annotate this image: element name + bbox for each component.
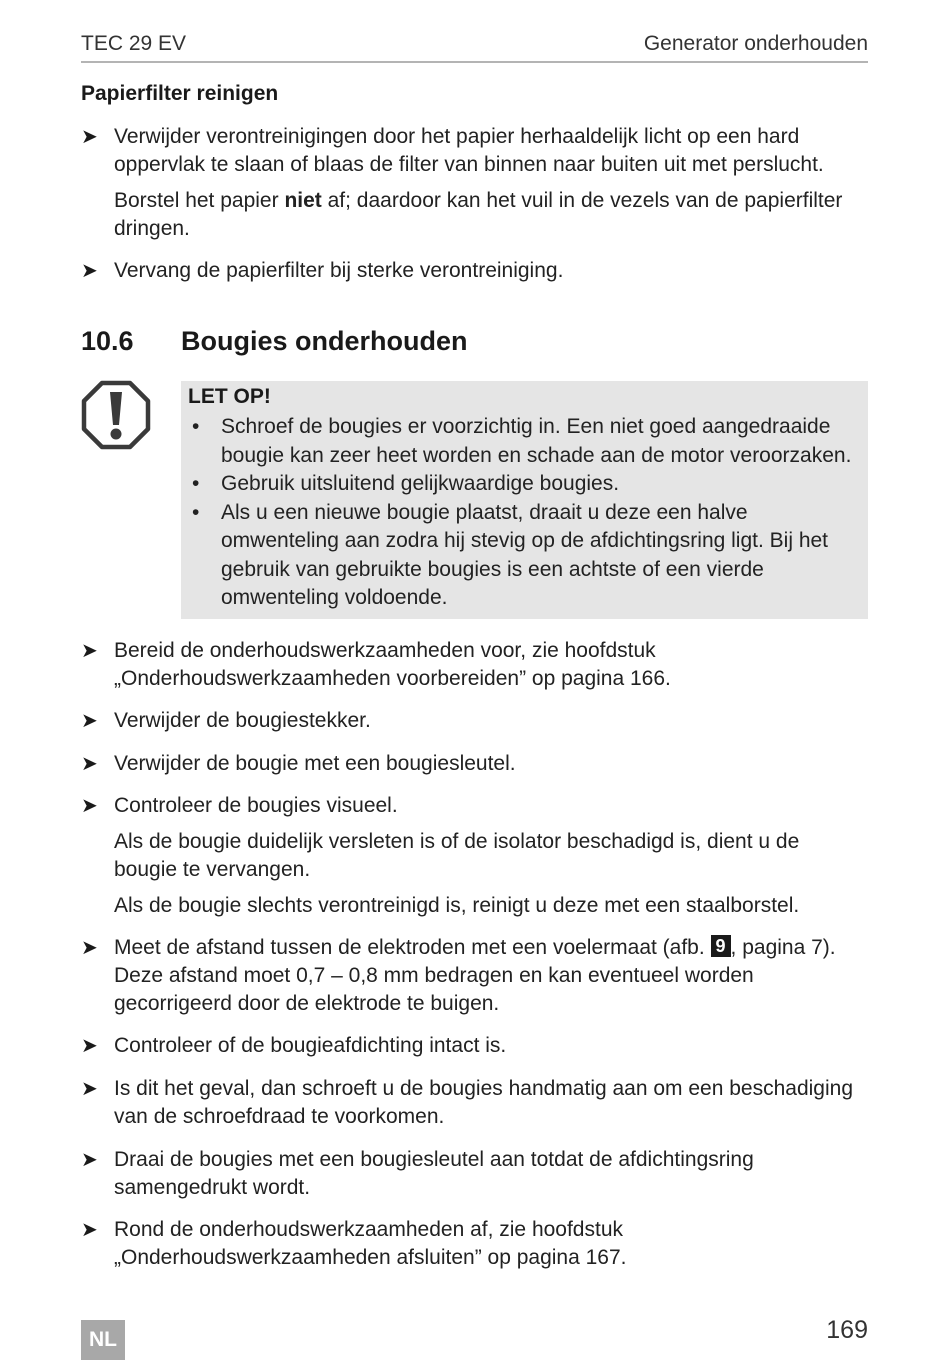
- subheading-paper-filter: Papierfilter reinigen: [81, 82, 279, 105]
- arrow-bullet-icon: ➤: [81, 710, 98, 732]
- arrow-bullet-icon: ➤: [81, 1078, 98, 1100]
- arrow-bullet-icon: ➤: [81, 640, 98, 662]
- arrow-bullet-icon: ➤: [81, 1219, 98, 1241]
- arrow-bullet-icon: ➤: [81, 937, 98, 959]
- arrow-bullet-icon: ➤: [81, 795, 98, 817]
- step-6: [81, 1032, 868, 1060]
- step-8: [81, 1146, 868, 1202]
- page-header: [81, 30, 868, 63]
- step-4-note-2: Als de bougie slechts verontreinigd is, reinigt u deze met een staalborstel.: [114, 894, 800, 917]
- exclamation-octagon-icon: [81, 380, 151, 450]
- emphasis-niet: niet: [284, 189, 322, 212]
- warning-list: [188, 413, 863, 613]
- note-paragraph: Borstel het papier niet af; daardoor kan het vuil in de vezels van de papierfilter dringen.: [114, 189, 843, 240]
- warning-item: • Gebruik uitsluitend gelijkwaardige bougies.: [192, 472, 620, 495]
- step-7: [81, 1075, 868, 1131]
- arrow-bullet-icon: ➤: [81, 1149, 98, 1171]
- step-paper-filter-1: [81, 123, 868, 179]
- arrow-bullet-icon: ➤: [81, 126, 98, 148]
- step-text: Is dit het geval, dan schroeft u de bougies handmatig aan om een beschadiging van de schroefdraad te voorkomen.: [114, 1077, 854, 1128]
- step-text: Vervang de papierfilter bij sterke verontreiniging.: [114, 259, 564, 282]
- warning-item: • Schroef de bougies er voorzichtig in. Een niet goed aangedraaide bougie kan zeer heet worden en schade aan de motor veroorzaken.: [192, 415, 852, 467]
- step-4-note-1: Als de bougie duidelijk versleten is of de isolator beschadigd is, dient u de bougie te vervangen.: [114, 830, 800, 881]
- warning-label: LET OP!: [188, 385, 271, 408]
- step-4: [81, 792, 868, 820]
- language-badge: NL: [81, 1320, 125, 1360]
- figure-reference-badge: 9: [711, 935, 731, 957]
- step-text: Meet de afstand tussen de elektroden met een voelermaat (afb. 9 , pagina 7). Deze afstand moet 0,7 – 0,8 mm bedragen en kan eventueel worden gecorrigeerd door de elektrode te buigen.: [114, 936, 836, 1015]
- step-9: [81, 1216, 868, 1272]
- step-1: [81, 637, 868, 693]
- warning-item: • Als u een nieuwe bougie plaatst, draait u deze een halve omwenteling aan zodra hij stevig op de afdichtingsring ligt. Bij het gebruik van gebruikte bougies is een achtste of een vierde omwenteling voldoende.: [192, 500, 829, 609]
- section-number: 10.6: [81, 326, 134, 356]
- step-text: Controleer of de bougieafdichting intact is.: [114, 1034, 507, 1057]
- step-text: Controleer de bougies visueel.: [114, 794, 398, 817]
- step-text: Draai de bougies met een bougiesleutel aan totdat de afdichtingsring samengedrukt wordt.: [114, 1148, 754, 1199]
- step-text: Bereid de onderhoudswerkzaamheden voor, zie hoofdstuk „Onderhoudswerkzaamheden voorbereiden” op pagina 166.: [114, 639, 671, 690]
- step-text: Rond de onderhoudswerkzaamheden af, zie hoofdstuk „Onderhoudswerkzaamheden afsluiten” op pagina 167.: [114, 1218, 627, 1269]
- arrow-bullet-icon: ➤: [81, 1035, 98, 1057]
- step-2: [81, 707, 868, 735]
- header-chapter: Generator onderhouden: [643, 32, 868, 55]
- section-name: Bougies onderhouden: [181, 326, 468, 356]
- step-paper-filter-2: [81, 257, 868, 285]
- step-text: Verwijder verontreinigingen door het papier herhaaldelijk licht op een hard oppervlak te slaan of blaas de filter van binnen naar buiten uit met perslucht.: [114, 125, 824, 176]
- header-product: TEC 29 EV: [81, 32, 187, 55]
- step-5: [81, 934, 868, 1018]
- step-text: Verwijder de bougiestekker.: [114, 709, 371, 732]
- arrow-bullet-icon: ➤: [81, 260, 98, 282]
- step-text: Verwijder de bougie met een bougiesleutel.: [114, 752, 516, 775]
- warning-box: [181, 381, 868, 619]
- step-3: [81, 750, 868, 778]
- page-number: 169: [826, 1316, 868, 1344]
- arrow-bullet-icon: ➤: [81, 753, 98, 775]
